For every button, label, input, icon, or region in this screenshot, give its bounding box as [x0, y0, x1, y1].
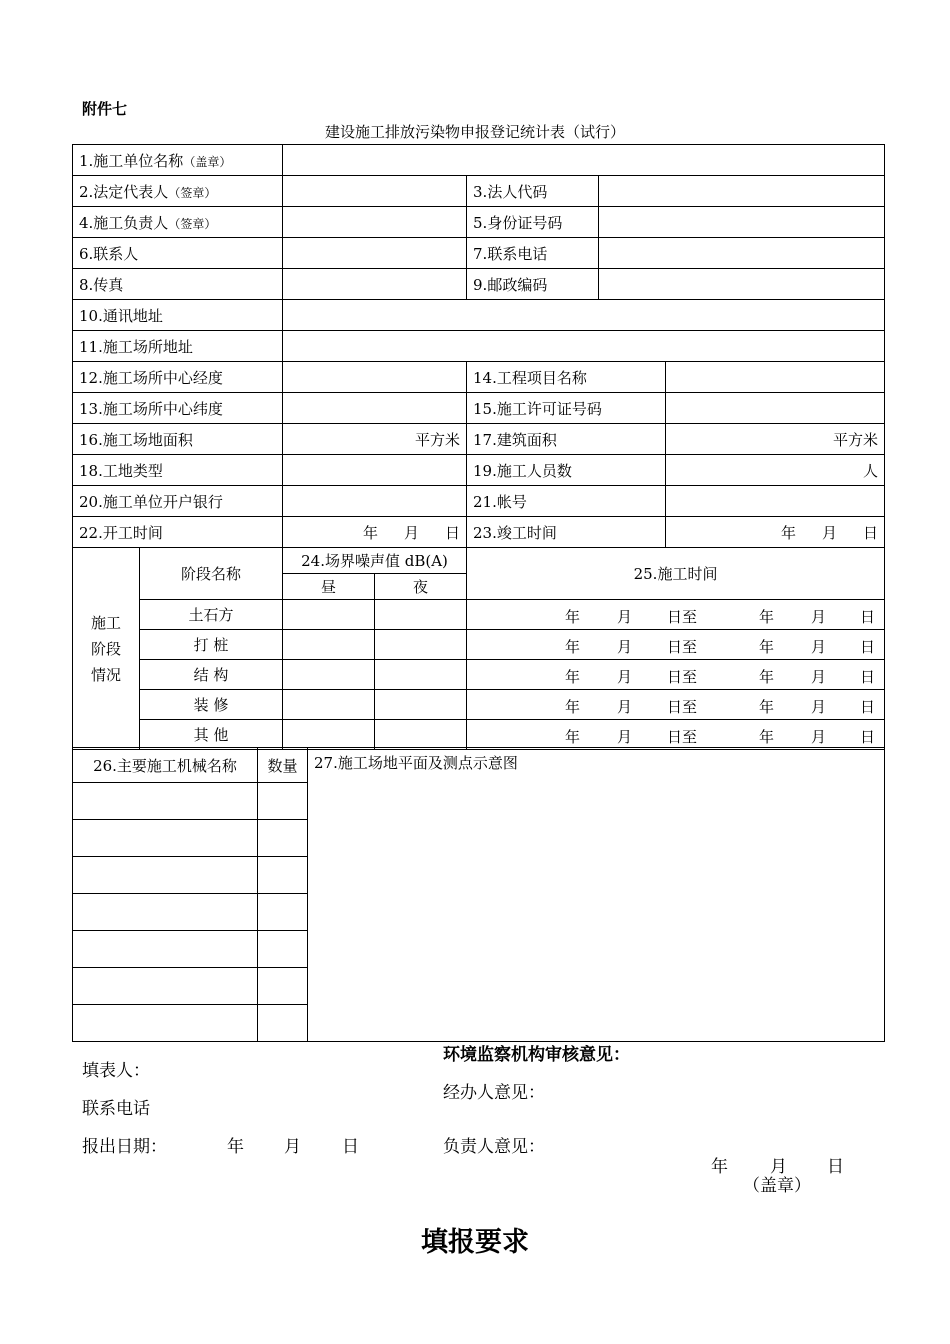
stage-name-header: 阶段名称 — [140, 548, 283, 600]
row-mail-address — [73, 300, 885, 331]
noise-day-input[interactable] — [283, 660, 375, 690]
row-construction-lead — [73, 207, 885, 238]
noise-night-input[interactable] — [375, 600, 467, 630]
label-fax: 8.传真 — [73, 269, 283, 300]
leader-opinion-label: 负责人意见： — [443, 1137, 545, 1157]
row-contact — [73, 238, 885, 269]
label-legal-code: 3.法人代码 — [467, 176, 599, 207]
row-unit-name — [73, 145, 885, 176]
input-project-name[interactable] — [666, 362, 885, 393]
machinery-name-input[interactable] — [73, 857, 258, 894]
requirements-title: 填报要求 — [421, 1227, 529, 1258]
noise-day-input[interactable] — [283, 630, 375, 660]
input-site-address[interactable] — [283, 331, 885, 362]
label-bank: 20.施工单位开户银行 — [73, 486, 283, 517]
label-longitude: 12.施工场所中心经度 — [73, 362, 283, 393]
handler-opinion-label: 经办人意见： — [443, 1083, 545, 1103]
machinery-qty-input[interactable] — [258, 968, 308, 1005]
machinery-name-input[interactable] — [73, 820, 258, 857]
review-title: 环境监察机构审核意见： — [443, 1045, 630, 1065]
filler-label: 填表人： — [82, 1061, 150, 1081]
unit-sqm: 平方米 — [833, 430, 879, 449]
unit-sqm: 平方米 — [415, 430, 461, 449]
review-date-year: 年 — [711, 1157, 728, 1177]
noise-day-input[interactable] — [283, 690, 375, 720]
input-latitude[interactable] — [283, 393, 467, 424]
label-contact: 6.联系人 — [73, 238, 283, 269]
time-header: 25.施工时间 — [467, 548, 885, 600]
input-building-area[interactable] — [666, 424, 885, 455]
attachment-label: 附件七 — [82, 100, 128, 118]
input-fax[interactable] — [283, 269, 467, 300]
machinery-table — [72, 747, 885, 1042]
input-unit-name[interactable] — [283, 145, 885, 176]
input-account[interactable] — [666, 486, 885, 517]
input-worker-count[interactable] — [666, 455, 885, 486]
label-end-date: 23.竣工时间 — [467, 517, 666, 548]
input-mail-address[interactable] — [283, 300, 885, 331]
input-postcode[interactable] — [599, 269, 885, 300]
stage-group-label: 施工阶段情况 — [73, 548, 140, 750]
stage-name: 打 桩 — [140, 630, 283, 660]
machinery-name-input[interactable] — [73, 894, 258, 931]
noise-night-input[interactable] — [375, 720, 467, 750]
noise-header: 24.场界噪声值 dB(A) — [283, 548, 467, 574]
label-start-date: 22.开工时间 — [73, 517, 283, 548]
report-date-month: 月 — [284, 1137, 301, 1157]
form-title: 建设施工排放污染物申报登记统计表（试行） — [324, 123, 625, 141]
input-start-date[interactable]: 年 月 日 — [283, 517, 467, 548]
stage-row — [73, 690, 885, 720]
stage-header-row-1 — [73, 548, 885, 574]
machinery-qty-input[interactable] — [258, 894, 308, 931]
seal-note: （盖章） — [743, 1176, 811, 1196]
stage-name: 其 他 — [140, 720, 283, 750]
input-id-number[interactable] — [599, 207, 885, 238]
label-site-type: 18.工地类型 — [73, 455, 283, 486]
machinery-qty-input[interactable] — [258, 931, 308, 968]
time-range-input[interactable]: 年 月 日至 年 月 日 — [467, 690, 885, 720]
input-legal-code[interactable] — [599, 176, 885, 207]
row-longitude — [73, 362, 885, 393]
label-legal-rep: 2.法定代表人（签章） — [73, 176, 283, 207]
machinery-header-row — [73, 748, 885, 783]
label-building-area: 17.建筑面积 — [467, 424, 666, 455]
noise-day-input[interactable] — [283, 720, 375, 750]
input-contact[interactable] — [283, 238, 467, 269]
row-bank — [73, 486, 885, 517]
noise-night-input[interactable] — [375, 660, 467, 690]
row-legal-rep — [73, 176, 885, 207]
label-site-area: 16.施工场地面积 — [73, 424, 283, 455]
label-latitude: 13.施工场所中心纬度 — [73, 393, 283, 424]
label-construction-lead: 4.施工负责人（签章） — [73, 207, 283, 238]
machinery-name-input[interactable] — [73, 783, 258, 820]
review-date-day: 日 — [827, 1157, 844, 1177]
label-unit-name: 1.施工单位名称（盖章） — [73, 145, 283, 176]
site-plan-header: 27.施工场地平面及测点示意图 — [314, 754, 518, 772]
noise-day-input[interactable] — [283, 600, 375, 630]
row-latitude — [73, 393, 885, 424]
input-end-date[interactable]: 年 月 日 — [666, 517, 885, 548]
machinery-name-header: 26.主要施工机械名称 — [73, 748, 258, 783]
contact-phone-label: 联系电话 — [82, 1099, 150, 1119]
label-phone: 7.联系电话 — [467, 238, 599, 269]
report-date-label: 报出日期： — [82, 1137, 167, 1157]
report-date-year: 年 — [227, 1137, 244, 1157]
stage-name: 结 构 — [140, 660, 283, 690]
time-range-input[interactable]: 年 月 日至 年 月 日 — [467, 600, 885, 630]
noise-night-input[interactable] — [375, 630, 467, 660]
stage-row — [73, 720, 885, 750]
machinery-name-input[interactable] — [73, 1005, 258, 1042]
machinery-qty-input[interactable] — [258, 857, 308, 894]
label-postcode: 9.邮政编码 — [467, 269, 599, 300]
input-bank[interactable] — [283, 486, 467, 517]
input-construction-lead[interactable] — [283, 207, 467, 238]
time-range-input[interactable]: 年 月 日至 年 月 日 — [467, 630, 885, 660]
machinery-qty-input[interactable] — [258, 783, 308, 820]
row-fax — [73, 269, 885, 300]
noise-day-header: 昼 — [283, 574, 375, 600]
label-mail-address: 10.通讯地址 — [73, 300, 283, 331]
label-project-name: 14.工程项目名称 — [467, 362, 666, 393]
stage-row — [73, 660, 885, 690]
label-id-number: 5.身份证号码 — [467, 207, 599, 238]
registration-form-table — [72, 144, 885, 750]
input-permit-number[interactable] — [666, 393, 885, 424]
row-site-address — [73, 331, 885, 362]
input-site-type[interactable] — [283, 455, 467, 486]
label-worker-count: 19.施工人员数 — [467, 455, 666, 486]
stage-name: 装 修 — [140, 690, 283, 720]
input-legal-rep[interactable] — [283, 176, 467, 207]
site-plan-area[interactable] — [308, 748, 885, 1042]
machinery-qty-input[interactable] — [258, 820, 308, 857]
input-site-area[interactable] — [283, 424, 467, 455]
stage-row — [73, 630, 885, 660]
machinery-name-input[interactable] — [73, 931, 258, 968]
machinery-qty-input[interactable] — [258, 1005, 308, 1042]
stage-row — [73, 600, 885, 630]
review-date-month: 月 — [770, 1157, 787, 1177]
label-site-address: 11.施工场所地址 — [73, 331, 283, 362]
noise-night-header: 夜 — [375, 574, 467, 600]
machinery-qty-header: 数量 — [258, 748, 308, 783]
row-site-type — [73, 455, 885, 486]
report-date-day: 日 — [342, 1137, 359, 1157]
input-longitude[interactable] — [283, 362, 467, 393]
time-range-input[interactable]: 年 月 日至 年 月 日 — [467, 720, 885, 750]
machinery-name-input[interactable] — [73, 968, 258, 1005]
time-range-input[interactable]: 年 月 日至 年 月 日 — [467, 660, 885, 690]
label-permit-number: 15.施工许可证号码 — [467, 393, 666, 424]
label-account: 21.帐号 — [467, 486, 666, 517]
row-dates — [73, 517, 885, 548]
unit-person: 人 — [863, 461, 879, 480]
stage-name: 土石方 — [140, 600, 283, 630]
noise-night-input[interactable] — [375, 690, 467, 720]
row-site-area — [73, 424, 885, 455]
input-phone[interactable] — [599, 238, 885, 269]
